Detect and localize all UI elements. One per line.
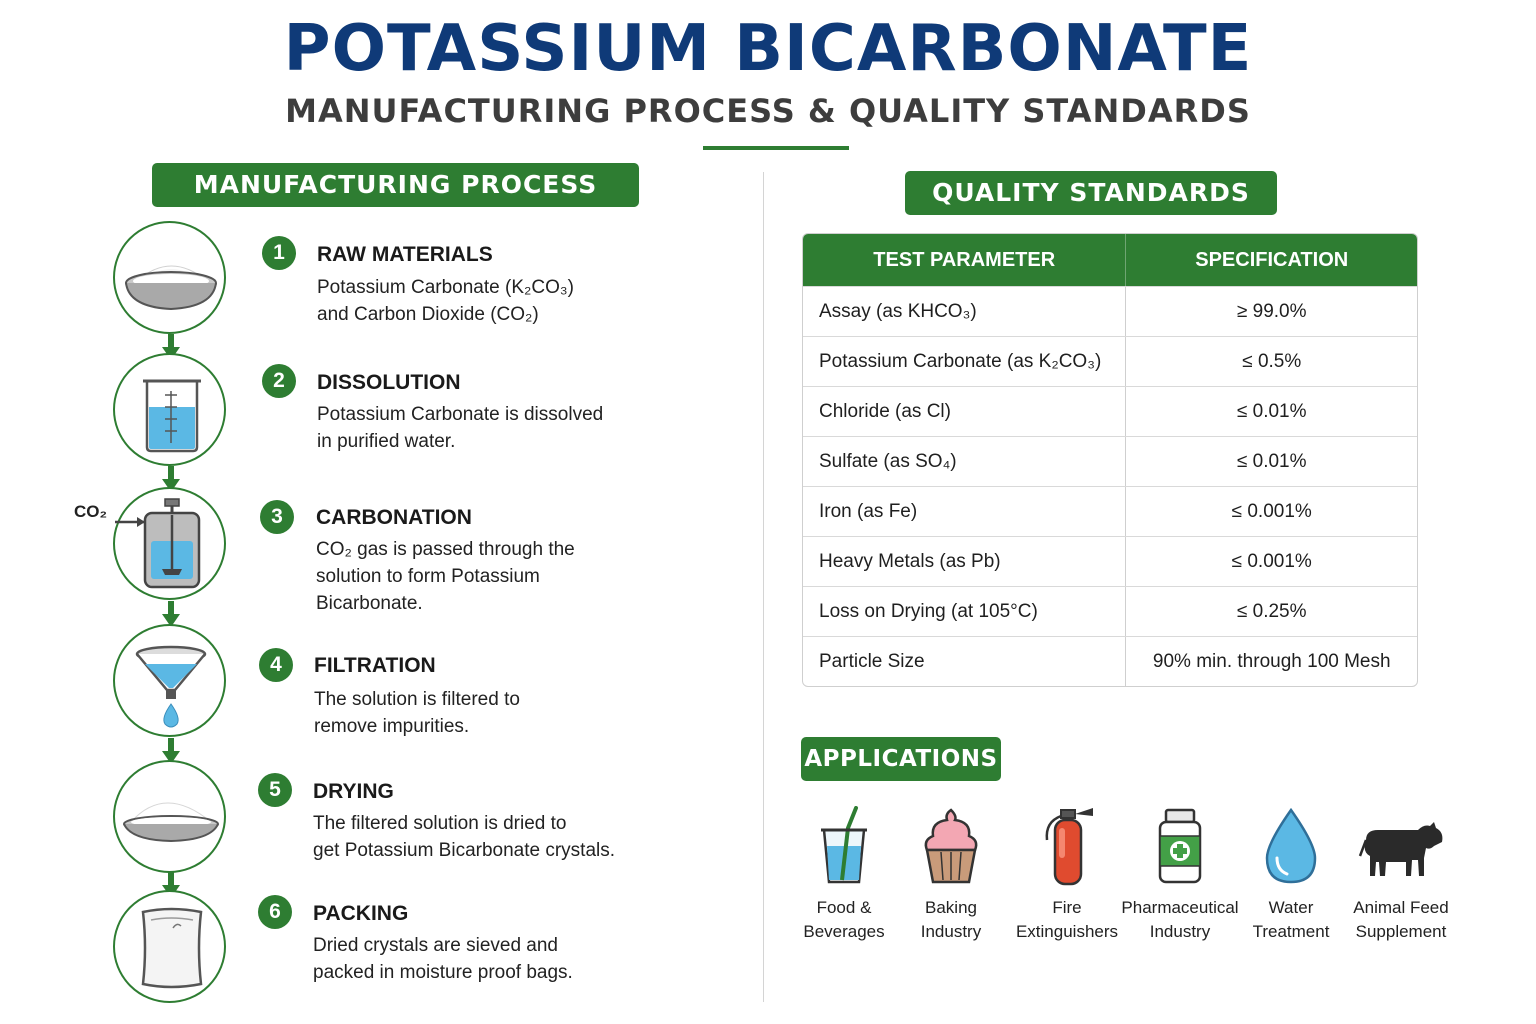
application-food-beverages [784, 806, 904, 944]
specification-cell: 90% min. through 100 Mesh [1152, 650, 1391, 672]
application-baking-industry [891, 806, 1011, 944]
step-description: Dried crystals are sieved and packed in moisture proof bags. [313, 935, 573, 983]
step-description: Potassium Carbonate is dissolved in purified water. [317, 404, 604, 452]
test-parameter-cell: Potassium Carbonate (as K₂CO₃) [803, 337, 1126, 386]
table-row [803, 386, 1417, 436]
quality-standards-table [802, 233, 1418, 687]
page-title: POTASSIUM BICARBONATE [283, 12, 1253, 86]
specification-cell: ≤ 0.25% [1236, 600, 1307, 622]
application-water-treatment [1231, 806, 1351, 944]
manufacturing-process-heading: MANUFACTURING PROCESS [152, 163, 639, 207]
step-description: CO₂ gas is passed through the solution to form Potassium Bicarbonate. [316, 539, 575, 614]
test-parameter-cell: Sulfate (as SO₄) [803, 437, 1126, 486]
step-title: RAW MATERIALS [317, 243, 493, 266]
table-row [803, 286, 1417, 336]
step-2-icon-circle [113, 353, 226, 466]
application-label: Food & Beverages [803, 898, 885, 941]
application-label: Animal Feed Supplement [1353, 898, 1449, 941]
table-header [803, 234, 1417, 286]
step-description: The filtered solution is dried to get Potassium Bicarbonate crystals. [313, 813, 616, 861]
drink-cup-icon [804, 806, 884, 886]
co2-inlet-label: CO₂ [74, 502, 108, 521]
step-title: DISSOLUTION [317, 371, 461, 394]
specification-cell: ≤ 0.001% [1231, 550, 1312, 572]
test-parameter-cell: Loss on Drying (at 105°C) [803, 587, 1126, 636]
table-row [803, 436, 1417, 486]
step-description: Potassium Carbonate (K₂CO₃) and Carbon Dioxide (CO₂) [317, 277, 574, 325]
application-label: Pharmaceutical Industry [1121, 898, 1239, 941]
step-title: DRYING [313, 780, 394, 803]
bag-icon [115, 892, 228, 1005]
table-row [803, 486, 1417, 536]
beaker-icon [115, 355, 228, 468]
application-label: Fire Extinguishers [1015, 898, 1119, 941]
fire-extinguisher-icon [1027, 806, 1107, 886]
specification-cell: ≥ 99.0% [1236, 300, 1307, 322]
application-label: Baking Industry [920, 898, 982, 941]
quality-standards-heading: QUALITY STANDARDS [905, 171, 1277, 215]
application-pharmaceutical-industry [1120, 806, 1240, 944]
step-number: 3 [260, 500, 294, 534]
column-header-specification: SPECIFICATION [1195, 248, 1349, 271]
cow-icon [1356, 806, 1446, 886]
application-fire-extinguishers [1007, 806, 1127, 944]
table-row [803, 336, 1417, 386]
title-underline [703, 146, 849, 150]
application-animal-feed-supplement [1341, 806, 1461, 944]
step-title: CARBONATION [316, 506, 472, 529]
applications-heading: APPLICATIONS [801, 737, 1001, 781]
table-row [803, 586, 1417, 636]
step-number: 4 [259, 648, 293, 682]
step-number: 6 [258, 895, 292, 929]
step-4-icon-circle [113, 624, 226, 737]
step-description: The solution is filtered to remove impurities. [314, 689, 520, 737]
step-title: FILTRATION [314, 654, 436, 677]
application-label: Water Treatment [1252, 898, 1330, 941]
step-title: PACKING [313, 902, 409, 925]
reactor-icon [115, 489, 228, 602]
step-6-icon-circle [113, 890, 226, 1003]
step-number: 5 [258, 773, 292, 807]
step-5-icon-circle [113, 760, 226, 873]
dish-crystals-icon [115, 762, 228, 875]
specification-cell: ≤ 0.01% [1236, 400, 1307, 422]
medicine-bottle-icon [1140, 806, 1220, 886]
page-subtitle: MANUFACTURING PROCESS & QUALITY STANDARDS [285, 92, 1251, 130]
column-header-test-parameter: TEST PARAMETER [803, 234, 1126, 286]
column-divider [763, 172, 764, 1002]
step-number: 2 [262, 364, 296, 398]
test-parameter-cell: Particle Size [803, 637, 1126, 686]
test-parameter-cell: Heavy Metals (as Pb) [803, 537, 1126, 586]
water-drop-icon [1251, 806, 1331, 886]
step-1-icon-circle [113, 221, 226, 334]
step-number: 1 [262, 236, 296, 270]
test-parameter-cell: Iron (as Fe) [803, 487, 1126, 536]
funnel-icon [115, 626, 228, 739]
table-row [803, 536, 1417, 586]
specification-cell: ≤ 0.5% [1242, 350, 1302, 372]
specification-cell: ≤ 0.001% [1231, 500, 1312, 522]
test-parameter-cell: Chloride (as Cl) [803, 387, 1126, 436]
cupcake-icon [911, 806, 991, 886]
specification-cell: ≤ 0.01% [1236, 450, 1307, 472]
step-3-icon-circle [113, 487, 226, 600]
table-row [803, 636, 1417, 686]
bowl-powder-icon [115, 223, 228, 336]
test-parameter-cell: Assay (as KHCO₃) [803, 287, 1126, 336]
